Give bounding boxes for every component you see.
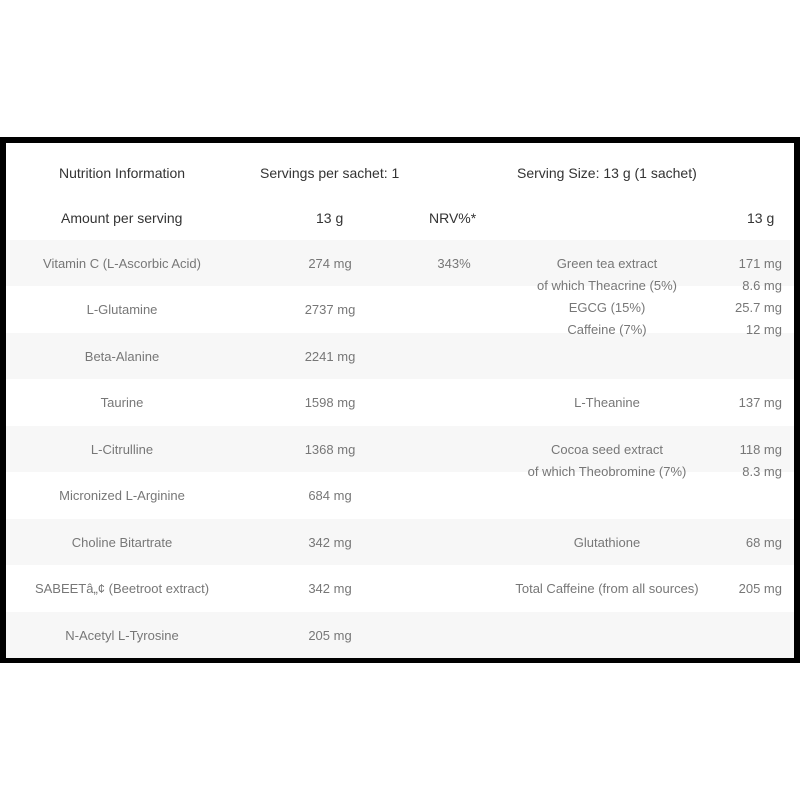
right-egcg-name: EGCG (15%)	[568, 300, 646, 315]
right-total-caffeine-amount: 205 mg	[738, 581, 782, 596]
left-row-3-name: Beta-Alanine	[84, 349, 160, 364]
left-row-9-amount: 205 mg	[308, 628, 352, 643]
left-row-2-amount: 2737 mg	[304, 302, 356, 317]
left-row-7-amount: 342 mg	[308, 535, 352, 550]
right-theanine-amount: 137 mg	[738, 395, 782, 410]
header-serving-size: Serving Size: 13 g (1 sachet)	[517, 165, 697, 181]
left-row-1-name: Vitamin C (L-Ascorbic Acid)	[43, 256, 201, 271]
right-cocoa-name: Cocoa seed extract	[550, 442, 664, 457]
right-cocoa-amount: 118 mg	[739, 442, 782, 457]
header-nrv: NRV%*	[429, 210, 477, 226]
left-row-8-amount: 342 mg	[308, 581, 352, 596]
right-theanine-name: L-Theanine	[574, 395, 640, 410]
header-nutrition-information: Nutrition Information	[59, 165, 186, 181]
left-row-5-amount: 1368 mg	[304, 442, 356, 457]
right-glutathione-name: Glutathione	[573, 535, 641, 550]
header-amount-per-serving: Amount per serving	[61, 210, 183, 226]
header-servings-per-sachet: Servings per sachet: 1	[260, 165, 400, 181]
right-green-tea-amount: 171 mg	[738, 256, 782, 271]
right-caffeine-amount: 12 mg	[745, 322, 782, 337]
left-row-1-nrv: 343%	[437, 256, 471, 271]
table-frame	[0, 137, 800, 663]
left-row-7-name: Choline Bitartrate	[71, 535, 173, 550]
right-glutathione-amount: 68 mg	[745, 535, 782, 550]
right-theobromine-name: of which Theobromine (7%)	[527, 464, 687, 479]
left-row-5-name: L-Citrulline	[90, 442, 154, 457]
right-theacrine-amount: 8.6 mg	[742, 278, 782, 293]
left-row-6-name: Micronized L-Arginine	[59, 488, 185, 503]
left-row-4-amount: 1598 mg	[304, 395, 356, 410]
left-row-8-name: SABEETâ„¢ (Beetroot extract)	[34, 581, 210, 596]
left-row-2-name: L-Glutamine	[86, 302, 158, 317]
left-row-3-amount: 2241 mg	[304, 349, 356, 364]
right-theacrine-name: of which Theacrine (5%)	[537, 278, 677, 293]
header-amount-value: 13 g	[316, 210, 344, 226]
left-row-9-name: N-Acetyl L-Tyrosine	[65, 628, 179, 643]
right-theobromine-amount: 8.3 mg	[742, 464, 782, 479]
right-green-tea-name: Green tea extract	[556, 256, 658, 271]
header-amount-value-right: 13 g	[747, 210, 775, 226]
nutrition-table	[6, 143, 794, 657]
left-row-6-amount: 684 mg	[308, 488, 352, 503]
left-row-4-name: Taurine	[100, 395, 144, 410]
right-total-caffeine-name: Total Caffeine (from all sources)	[515, 581, 699, 596]
right-egcg-amount: 25.7 mg	[735, 300, 782, 315]
left-row-1-amount: 274 mg	[308, 256, 352, 271]
right-caffeine-name: Caffeine (7%)	[567, 322, 647, 337]
